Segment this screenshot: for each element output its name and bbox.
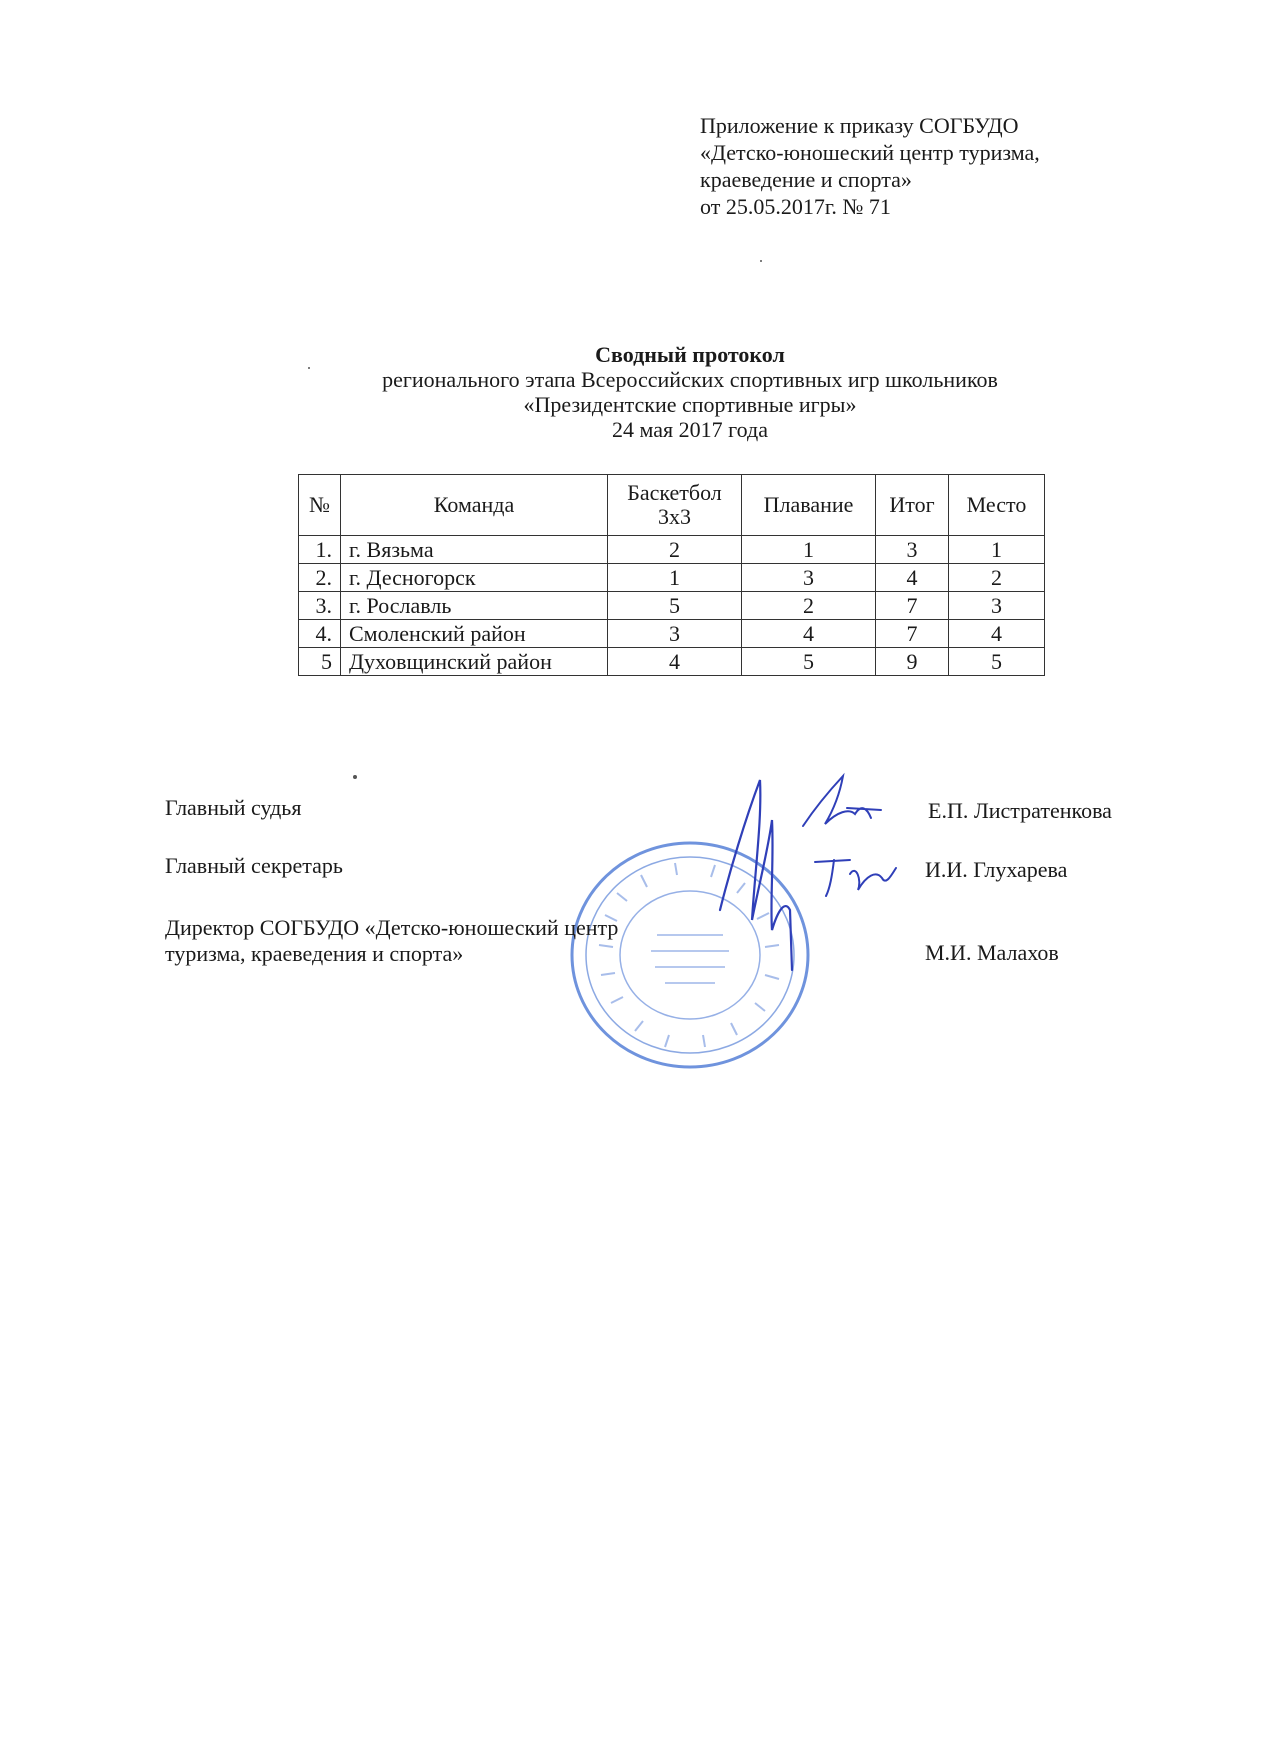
cell-team: Духовщинский район bbox=[341, 648, 608, 676]
cell-swimming: 1 bbox=[742, 536, 876, 564]
header-basketball bbox=[608, 475, 742, 536]
cell-basketball: 4 bbox=[608, 648, 742, 676]
header-team: Команда bbox=[341, 475, 608, 536]
cell-team: г. Десногорск bbox=[341, 564, 608, 592]
judge-role: Главный судья bbox=[165, 795, 302, 820]
cell-total: 4 bbox=[876, 564, 949, 592]
cell-place: 1 bbox=[949, 536, 1045, 564]
director-signature bbox=[700, 760, 810, 980]
cell-swimming: 4 bbox=[742, 620, 876, 648]
cell-team: г. Вязьма bbox=[341, 536, 608, 564]
appendix-block bbox=[700, 112, 1040, 220]
cell-place: 2 bbox=[949, 564, 1045, 592]
results-table bbox=[298, 474, 1045, 676]
heading-line-2: регионального этапа Всероссийских спортивных игр школьников bbox=[382, 367, 998, 392]
director-name: М.И. Малахов bbox=[925, 940, 1059, 965]
cell-place: 5 bbox=[949, 648, 1045, 676]
table-row bbox=[299, 536, 1045, 564]
director-role-line-1: Директор СОГБУДО «Детско-юношеский центр bbox=[165, 915, 619, 940]
header-total: Итог bbox=[876, 475, 949, 536]
header-swimming: Плавание bbox=[742, 475, 876, 536]
cell-number: 1. bbox=[299, 536, 341, 564]
cell-total: 7 bbox=[876, 620, 949, 648]
cell-basketball: 2 bbox=[608, 536, 742, 564]
header-basketball-line-2: 3х3 bbox=[658, 504, 691, 529]
cell-basketball: 3 bbox=[608, 620, 742, 648]
table-row bbox=[299, 592, 1045, 620]
judge-signature bbox=[795, 768, 885, 838]
scan-speck bbox=[353, 775, 357, 779]
cell-swimming: 2 bbox=[742, 592, 876, 620]
director-role bbox=[165, 915, 618, 967]
cell-place: 3 bbox=[949, 592, 1045, 620]
cell-swimming: 5 bbox=[742, 648, 876, 676]
scan-speck bbox=[760, 260, 762, 262]
header-place: Место bbox=[949, 475, 1045, 536]
table-header-row bbox=[299, 475, 1045, 536]
cell-team: Смоленский район bbox=[341, 620, 608, 648]
cell-basketball: 5 bbox=[608, 592, 742, 620]
appendix-line-4: от 25.05.2017г. № 71 bbox=[700, 194, 891, 219]
cell-number: 5 bbox=[299, 648, 341, 676]
cell-total: 3 bbox=[876, 536, 949, 564]
heading-block bbox=[300, 342, 1080, 442]
cell-swimming: 3 bbox=[742, 564, 876, 592]
header-basketball-line-1: Баскетбол bbox=[627, 480, 722, 505]
document-title: Сводный протокол bbox=[595, 342, 785, 367]
cell-total: 7 bbox=[876, 592, 949, 620]
heading-date: 24 мая 2017 года bbox=[612, 417, 768, 442]
cell-total: 9 bbox=[876, 648, 949, 676]
cell-team: г. Рославль bbox=[341, 592, 608, 620]
table-row bbox=[299, 564, 1045, 592]
appendix-line-1: Приложение к приказу СОГБУДО bbox=[700, 113, 1019, 138]
header-number: № bbox=[299, 475, 341, 536]
cell-number: 3. bbox=[299, 592, 341, 620]
secretary-role: Главный секретарь bbox=[165, 853, 343, 878]
appendix-line-2: «Детско-юношеский центр туризма, bbox=[700, 140, 1040, 165]
cell-number: 2. bbox=[299, 564, 341, 592]
table-row bbox=[299, 648, 1045, 676]
cell-number: 4. bbox=[299, 620, 341, 648]
judge-name: Е.П. Листратенкова bbox=[928, 798, 1112, 823]
cell-place: 4 bbox=[949, 620, 1045, 648]
heading-line-3: «Президентские спортивные игры» bbox=[523, 392, 857, 417]
table-row bbox=[299, 620, 1045, 648]
secretary-signature bbox=[810, 850, 900, 900]
cell-basketball: 1 bbox=[608, 564, 742, 592]
appendix-line-3: краеведение и спорта» bbox=[700, 167, 912, 192]
secretary-name: И.И. Глухарева bbox=[925, 857, 1068, 882]
scan-speck bbox=[308, 367, 310, 369]
director-role-line-2: туризма, краеведения и спорта» bbox=[165, 941, 464, 966]
